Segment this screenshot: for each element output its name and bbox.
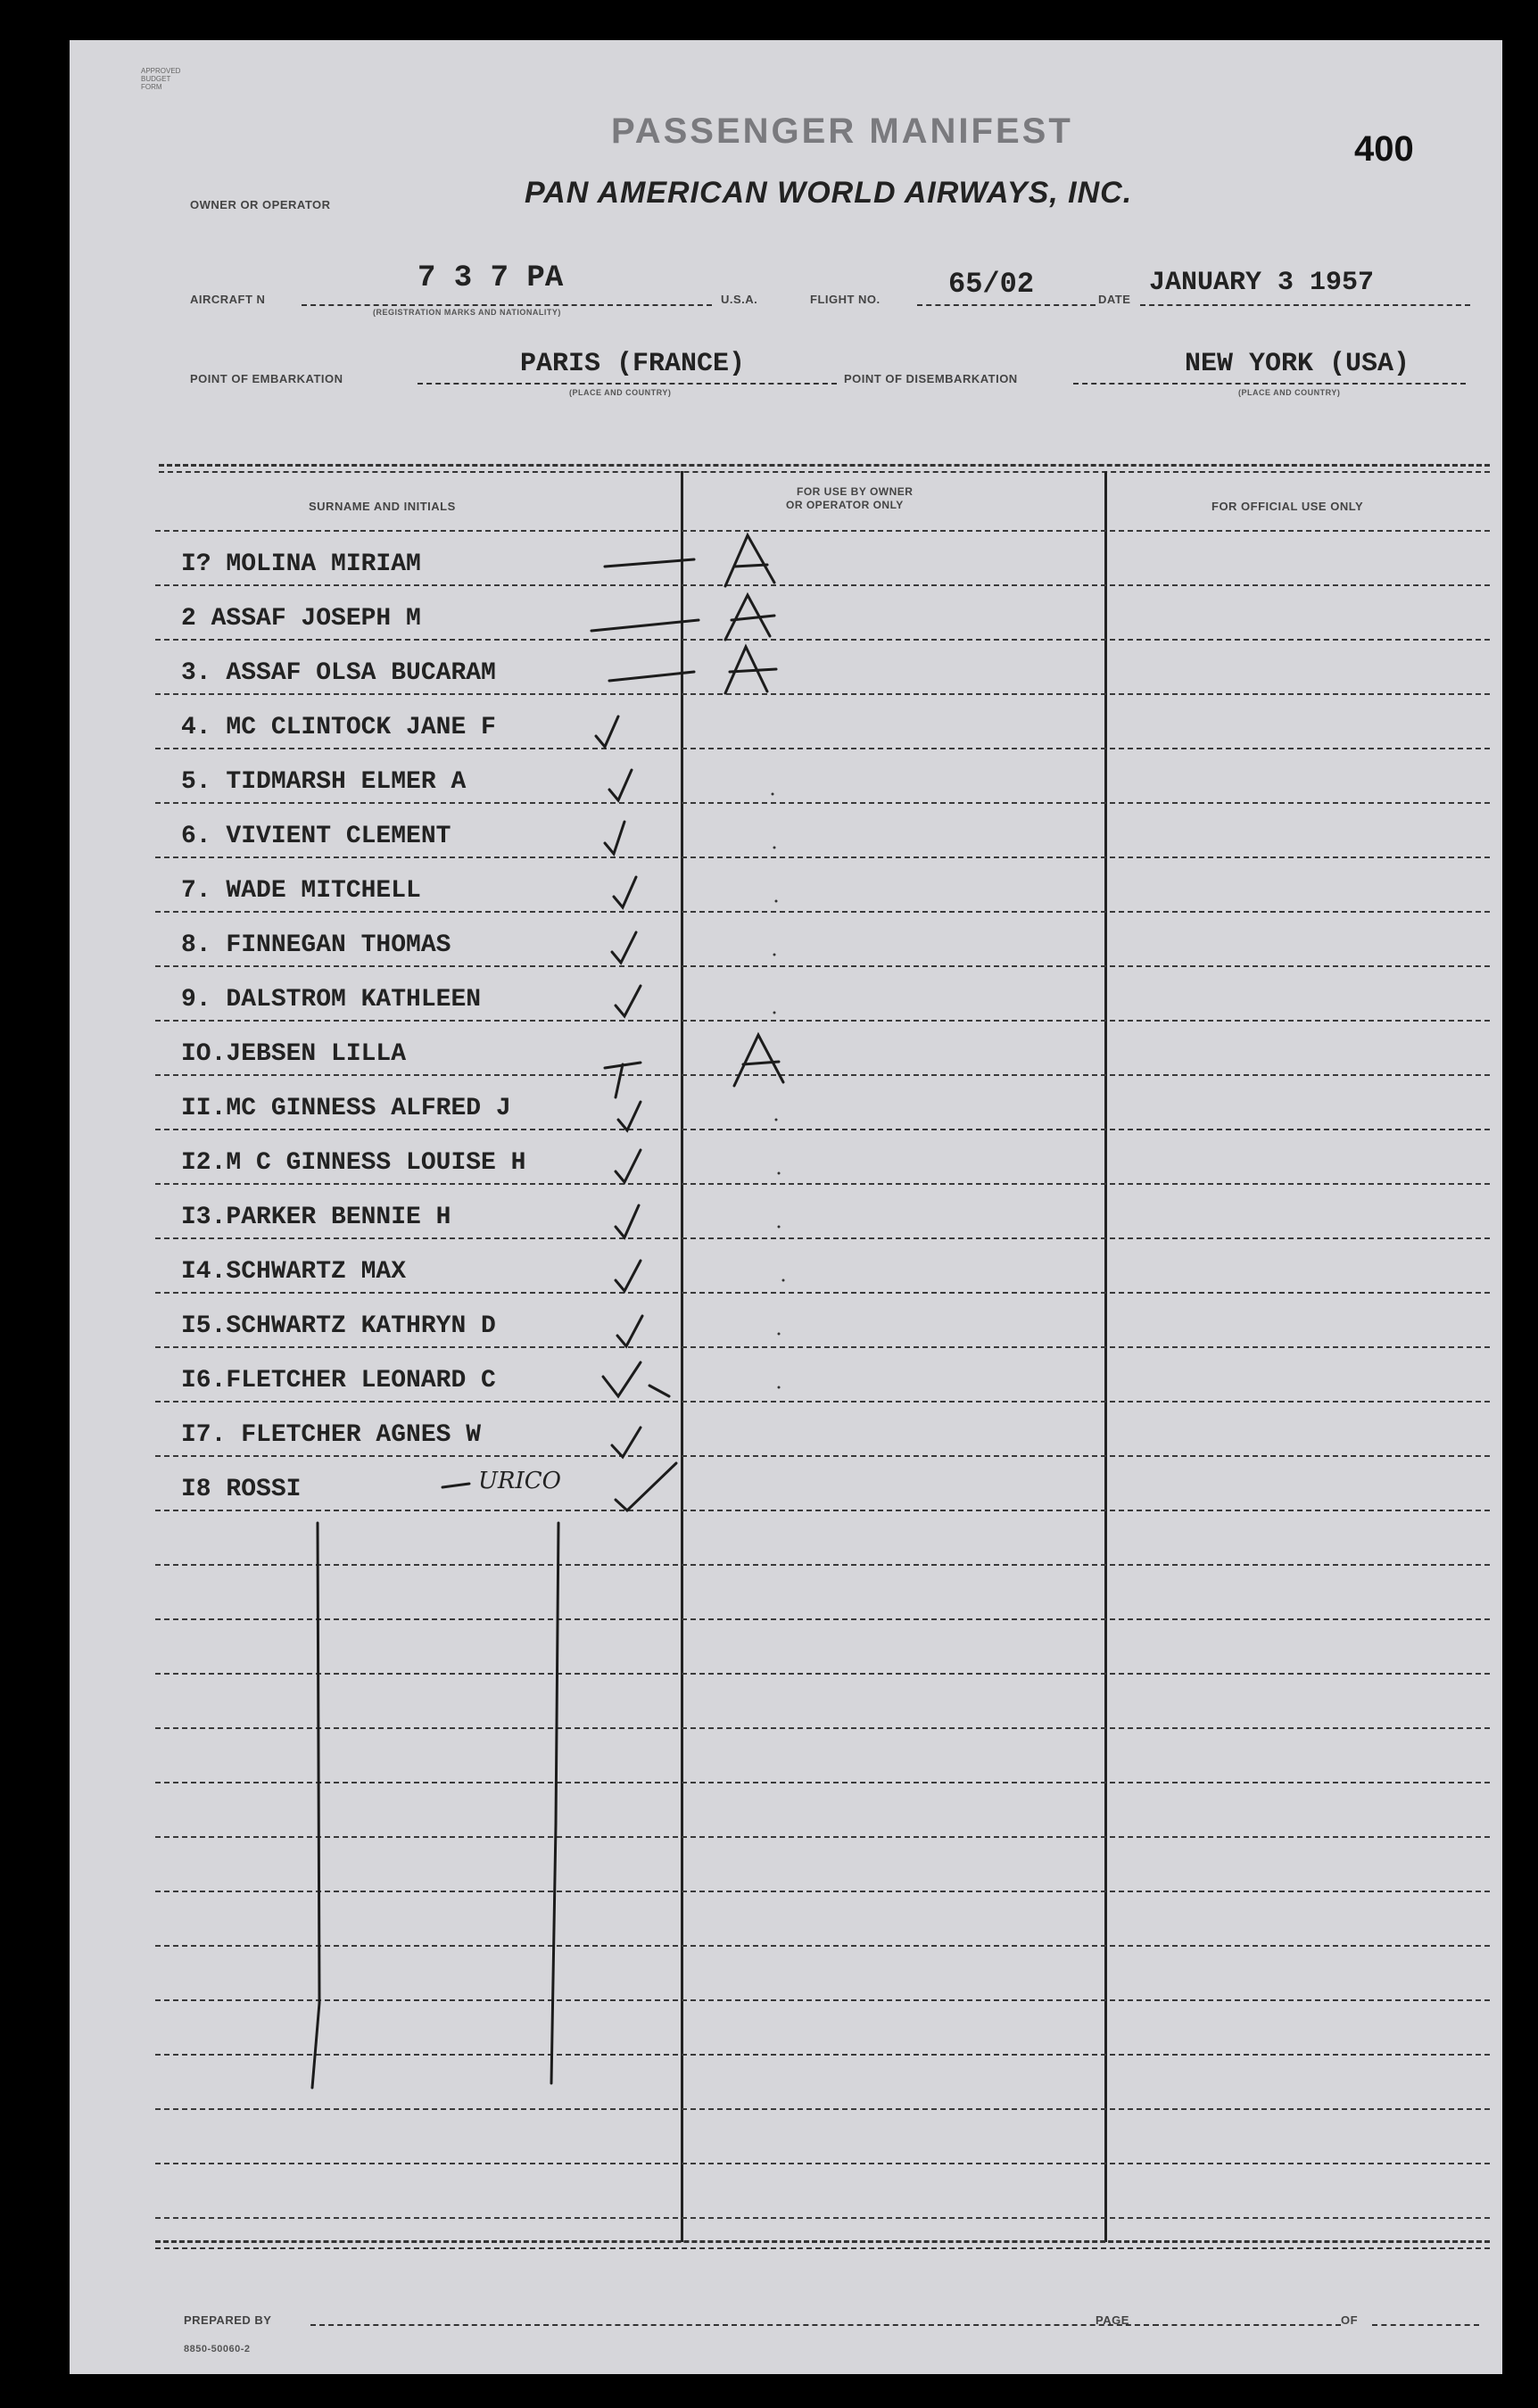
- passenger-row: I? MOLINA MIRIAM: [181, 550, 421, 578]
- owner-column-header-2: OR OPERATOR ONLY: [786, 499, 904, 511]
- dash-mark: [609, 672, 694, 681]
- pen-line: [312, 1523, 319, 2088]
- check-mark: [616, 1150, 641, 1182]
- letter-a-mark: [725, 647, 776, 693]
- passenger-row: I5.SCHWARTZ KATHRYN D: [181, 1312, 496, 1340]
- page-number: 400: [1354, 129, 1414, 169]
- check-mark: [612, 1427, 641, 1457]
- strike-mark: [442, 1484, 469, 1487]
- passenger-row: I8 ROSSI: [181, 1476, 302, 1503]
- handwritten-marks: [70, 40, 1502, 2374]
- check-mark: [603, 1362, 669, 1396]
- page-label: PAGE: [1096, 2313, 1129, 2327]
- passenger-row: IO.JEBSEN LILLA: [181, 1040, 407, 1068]
- dash-mark: [605, 559, 694, 567]
- check-mark: [616, 1463, 676, 1510]
- date-value: JANUARY 3 1957: [1149, 268, 1375, 298]
- embarkation-label: POINT OF EMBARKATION: [190, 372, 343, 385]
- passenger-row: 5. TIDMARSH ELMER A: [181, 768, 467, 796]
- check-mark: [616, 1205, 639, 1237]
- disembarkation-sublabel: (PLACE AND COUNTRY): [1238, 388, 1341, 397]
- dash-mark: [605, 1063, 641, 1097]
- passenger-row: 7. WADE MITCHELL: [181, 877, 421, 905]
- aircraft-value: 7 3 7 PA: [418, 261, 564, 295]
- prepared-by-line: [310, 2324, 1158, 2326]
- check-mark: [618, 1102, 641, 1130]
- check-mark: [605, 822, 624, 854]
- passenger-row: 8. FINNEGAN THOMAS: [181, 931, 451, 959]
- official-column-header: FOR OFFICIAL USE ONLY: [1211, 500, 1364, 513]
- check-mark: [617, 1316, 642, 1346]
- embarkation-sublabel: (PLACE AND COUNTRY): [569, 388, 672, 397]
- check-mark: [612, 932, 636, 963]
- prepared-by-label: PREPARED BY: [184, 2313, 272, 2327]
- check-mark: [614, 877, 636, 907]
- letter-a-mark: [734, 1035, 783, 1086]
- passenger-row: I4.SCHWARTZ MAX: [181, 1258, 407, 1286]
- form-approval-note: APPROVED BUDGET FORM: [141, 67, 181, 91]
- passenger-row: I7. FLETCHER AGNES W: [181, 1421, 482, 1449]
- airline-name: PAN AMERICAN WORLD AIRWAYS, INC.: [525, 176, 1133, 210]
- letter-a-mark: [725, 595, 774, 640]
- embarkation-value: PARIS (FRANCE): [520, 349, 746, 379]
- letter-a-mark: [725, 535, 774, 586]
- passenger-row: 6. VIVIENT CLEMENT: [181, 823, 451, 850]
- disembarkation-label: POINT OF DISEMBARKATION: [844, 372, 1018, 385]
- page-line: [1154, 2324, 1341, 2326]
- manifest-sheet: [70, 40, 1502, 2374]
- aircraft-label: AIRCRAFT N: [190, 293, 266, 306]
- of-label: OF: [1341, 2313, 1359, 2327]
- check-mark: [616, 1261, 641, 1291]
- passenger-row: I6.FLETCHER LEONARD C: [181, 1367, 496, 1394]
- aircraft-sublabel: (REGISTRATION MARKS AND NATIONALITY): [373, 308, 561, 317]
- owner-label: OWNER OR OPERATOR: [190, 198, 331, 211]
- passenger-row: 9. DALSTROM KATHLEEN: [181, 986, 482, 1014]
- form-number: 8850-50060-2: [184, 2344, 251, 2354]
- date-label: DATE: [1098, 293, 1131, 306]
- passenger-row: 3. ASSAF OLSA BUCARAM: [181, 659, 496, 687]
- passenger-row: 4. MC CLINTOCK JANE F: [181, 714, 496, 741]
- check-mark: [616, 986, 641, 1016]
- flight-value: 65/02: [948, 268, 1035, 301]
- dash-mark: [591, 620, 699, 631]
- passenger-row: 2 ASSAF JOSEPH M: [181, 605, 421, 633]
- of-line: [1372, 2324, 1479, 2326]
- check-mark: [596, 716, 618, 747]
- disembarkation-value: NEW YORK (USA): [1185, 349, 1410, 379]
- pen-line: [551, 1523, 558, 2083]
- usa-label: U.S.A.: [721, 293, 758, 306]
- passenger-row: II.MC GINNESS ALFRED J: [181, 1095, 511, 1122]
- check-mark: [609, 770, 632, 800]
- flight-label: FLIGHT NO.: [810, 293, 881, 306]
- passenger-row: I2.M C GINNESS LOUISE H: [181, 1149, 526, 1177]
- passenger-row: I3.PARKER BENNIE H: [181, 1204, 451, 1231]
- surname-column-header: SURNAME AND INITIALS: [309, 500, 456, 513]
- page-title: PASSENGER MANIFEST: [611, 112, 1073, 151]
- owner-column-header-1: FOR USE BY OWNER: [797, 485, 914, 498]
- rossi-handwritten-note: URICO: [478, 1468, 561, 1494]
